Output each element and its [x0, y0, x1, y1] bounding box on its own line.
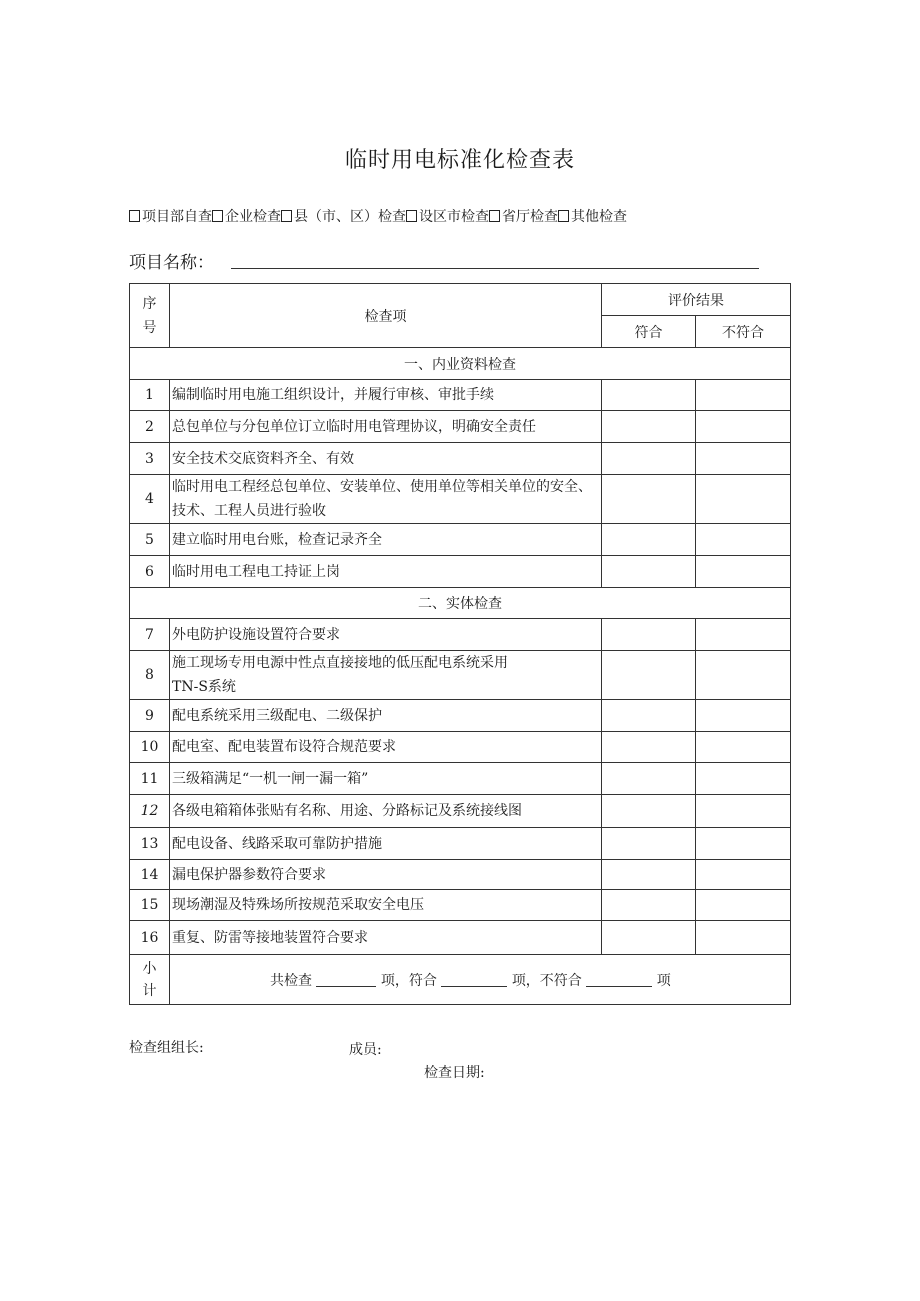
row-number: 13 [130, 828, 170, 860]
pass-cell[interactable] [602, 411, 696, 443]
row-number: 5 [130, 524, 170, 556]
page-title: 临时用电标准化检查表 [344, 148, 575, 173]
fail-cell[interactable] [696, 411, 791, 443]
check-type-option[interactable] [558, 206, 627, 226]
row-item: 临时用电工程电工持证上岗 [170, 556, 602, 588]
pass-cell[interactable] [602, 860, 696, 890]
members-label: 成员: [349, 1042, 382, 1058]
fail-cell[interactable] [696, 732, 791, 763]
fail-cell[interactable] [696, 619, 791, 651]
fail-cell[interactable] [696, 475, 791, 524]
pass-count-field[interactable] [441, 986, 507, 987]
fail-cell[interactable] [696, 763, 791, 795]
pass-cell[interactable] [602, 619, 696, 651]
pass-cell[interactable] [602, 700, 696, 732]
row-item: 配电系统采用三级配电、二级保护 [170, 700, 602, 732]
row-item: 现场潮湿及特殊场所按规范采取安全电压 [170, 890, 602, 921]
fail-cell[interactable] [696, 524, 791, 556]
check-type-options [129, 206, 627, 226]
row-item: 漏电保护器参数符合要求 [170, 860, 602, 890]
section-heading: 二、实体检查 [130, 588, 791, 619]
subtotal-total-label: 共检查 [270, 972, 312, 989]
row-item: 配电设备、线路采取可靠防护措施 [170, 828, 602, 860]
team-leader-label: 检查组组长: [129, 1040, 204, 1056]
fail-cell[interactable] [696, 443, 791, 475]
fail-cell[interactable] [696, 380, 791, 411]
check-type-option[interactable] [212, 206, 281, 226]
checkbox[interactable] [129, 210, 140, 222]
check-type-option[interactable] [489, 206, 558, 226]
row-number: 4 [130, 475, 170, 524]
fail-cell[interactable] [696, 795, 791, 828]
check-date-label: 检查日期: [424, 1065, 485, 1081]
row-item: 配电室、配电装置布设符合规范要求 [170, 732, 602, 763]
header-item: 检查项 [170, 284, 602, 348]
row-number: 15 [130, 890, 170, 921]
check-type-label: 省厅检查 [502, 209, 558, 225]
row-number: 14 [130, 860, 170, 890]
pass-cell[interactable] [602, 763, 696, 795]
checkbox[interactable] [489, 210, 500, 222]
fail-cell[interactable] [696, 651, 791, 700]
pass-cell[interactable] [602, 890, 696, 921]
fail-count-field[interactable] [586, 986, 652, 987]
header-pass: 符合 [602, 316, 696, 348]
fail-cell[interactable] [696, 700, 791, 732]
subtotal-content [170, 955, 791, 1005]
row-number: 6 [130, 556, 170, 588]
fail-cell[interactable] [696, 556, 791, 588]
check-type-option[interactable] [406, 206, 489, 226]
row-item: 重复、防雷等接地装置符合要求 [170, 921, 602, 955]
check-type-option[interactable] [281, 206, 406, 226]
check-type-option[interactable] [129, 206, 212, 226]
checkbox[interactable] [212, 210, 223, 222]
pass-cell[interactable] [602, 475, 696, 524]
checkbox[interactable] [558, 210, 569, 222]
row-number: 7 [130, 619, 170, 651]
row-number: 2 [130, 411, 170, 443]
pass-cell[interactable] [602, 443, 696, 475]
check-type-label: 设区市检查 [419, 209, 489, 225]
row-item: 三级箱满足“一机一闸一漏一箱” [170, 763, 602, 795]
subtotal-end-label: 项 [656, 972, 671, 989]
check-type-label: 其他检查 [571, 209, 627, 225]
pass-cell[interactable] [602, 795, 696, 828]
fail-cell[interactable] [696, 890, 791, 921]
row-item: 总包单位与分包单位订立临时用电管理协议，明确安全责任 [170, 411, 602, 443]
row-number: 3 [130, 443, 170, 475]
pass-cell[interactable] [602, 651, 696, 700]
fail-cell[interactable] [696, 828, 791, 860]
pass-cell[interactable] [602, 921, 696, 955]
checkbox[interactable] [281, 210, 292, 222]
row-number: 9 [130, 700, 170, 732]
fail-cell[interactable] [696, 860, 791, 890]
header-seq: 序 号 [130, 284, 170, 348]
check-type-label: 县（市、区）检查 [294, 209, 406, 225]
row-number: 11 [130, 763, 170, 795]
row-number: 16 [130, 921, 170, 955]
subtotal-pass-label: 项，符合 [380, 972, 437, 989]
total-count-field[interactable] [316, 986, 376, 987]
project-name-field[interactable] [231, 268, 759, 269]
row-number: 12 [130, 795, 170, 828]
check-type-label: 企业检查 [225, 209, 281, 225]
row-item: 各级电箱箱体张贴有名称、用途、分路标记及系统接线图 [170, 795, 602, 828]
row-item: 建立临时用电台账，检查记录齐全 [170, 524, 602, 556]
pass-cell[interactable] [602, 556, 696, 588]
inspection-table [129, 283, 791, 1005]
pass-cell[interactable] [602, 828, 696, 860]
row-item: 临时用电工程经总包单位、安装单位、使用单位等相关单位的安全、技术、工程人员进行验收 [170, 475, 602, 524]
row-item: 安全技术交底资料齐全、有效 [170, 443, 602, 475]
pass-cell[interactable] [602, 524, 696, 556]
pass-cell[interactable] [602, 380, 696, 411]
check-type-label: 项目部自查 [142, 209, 212, 225]
row-number: 10 [130, 732, 170, 763]
row-number: 1 [130, 380, 170, 411]
header-result: 评价结果 [602, 284, 791, 316]
row-number: 8 [130, 651, 170, 700]
row-item: 施工现场专用电源中性点直接接地的低压配电系统采用TN-S系统 [170, 651, 602, 700]
subtotal-label: 小 计 [130, 955, 170, 1005]
row-item: 外电防护设施设置符合要求 [170, 619, 602, 651]
project-name-label: 项目名称： [129, 253, 214, 273]
section-heading: 一、内业资料检查 [130, 348, 791, 380]
header-fail: 不符合 [696, 316, 791, 348]
pass-cell[interactable] [602, 732, 696, 763]
checkbox[interactable] [406, 210, 417, 222]
subtotal-fail-label: 项，不符合 [511, 972, 582, 989]
row-item: 编制临时用电施工组织设计，并履行审核、审批手续 [170, 380, 602, 411]
fail-cell[interactable] [696, 921, 791, 955]
